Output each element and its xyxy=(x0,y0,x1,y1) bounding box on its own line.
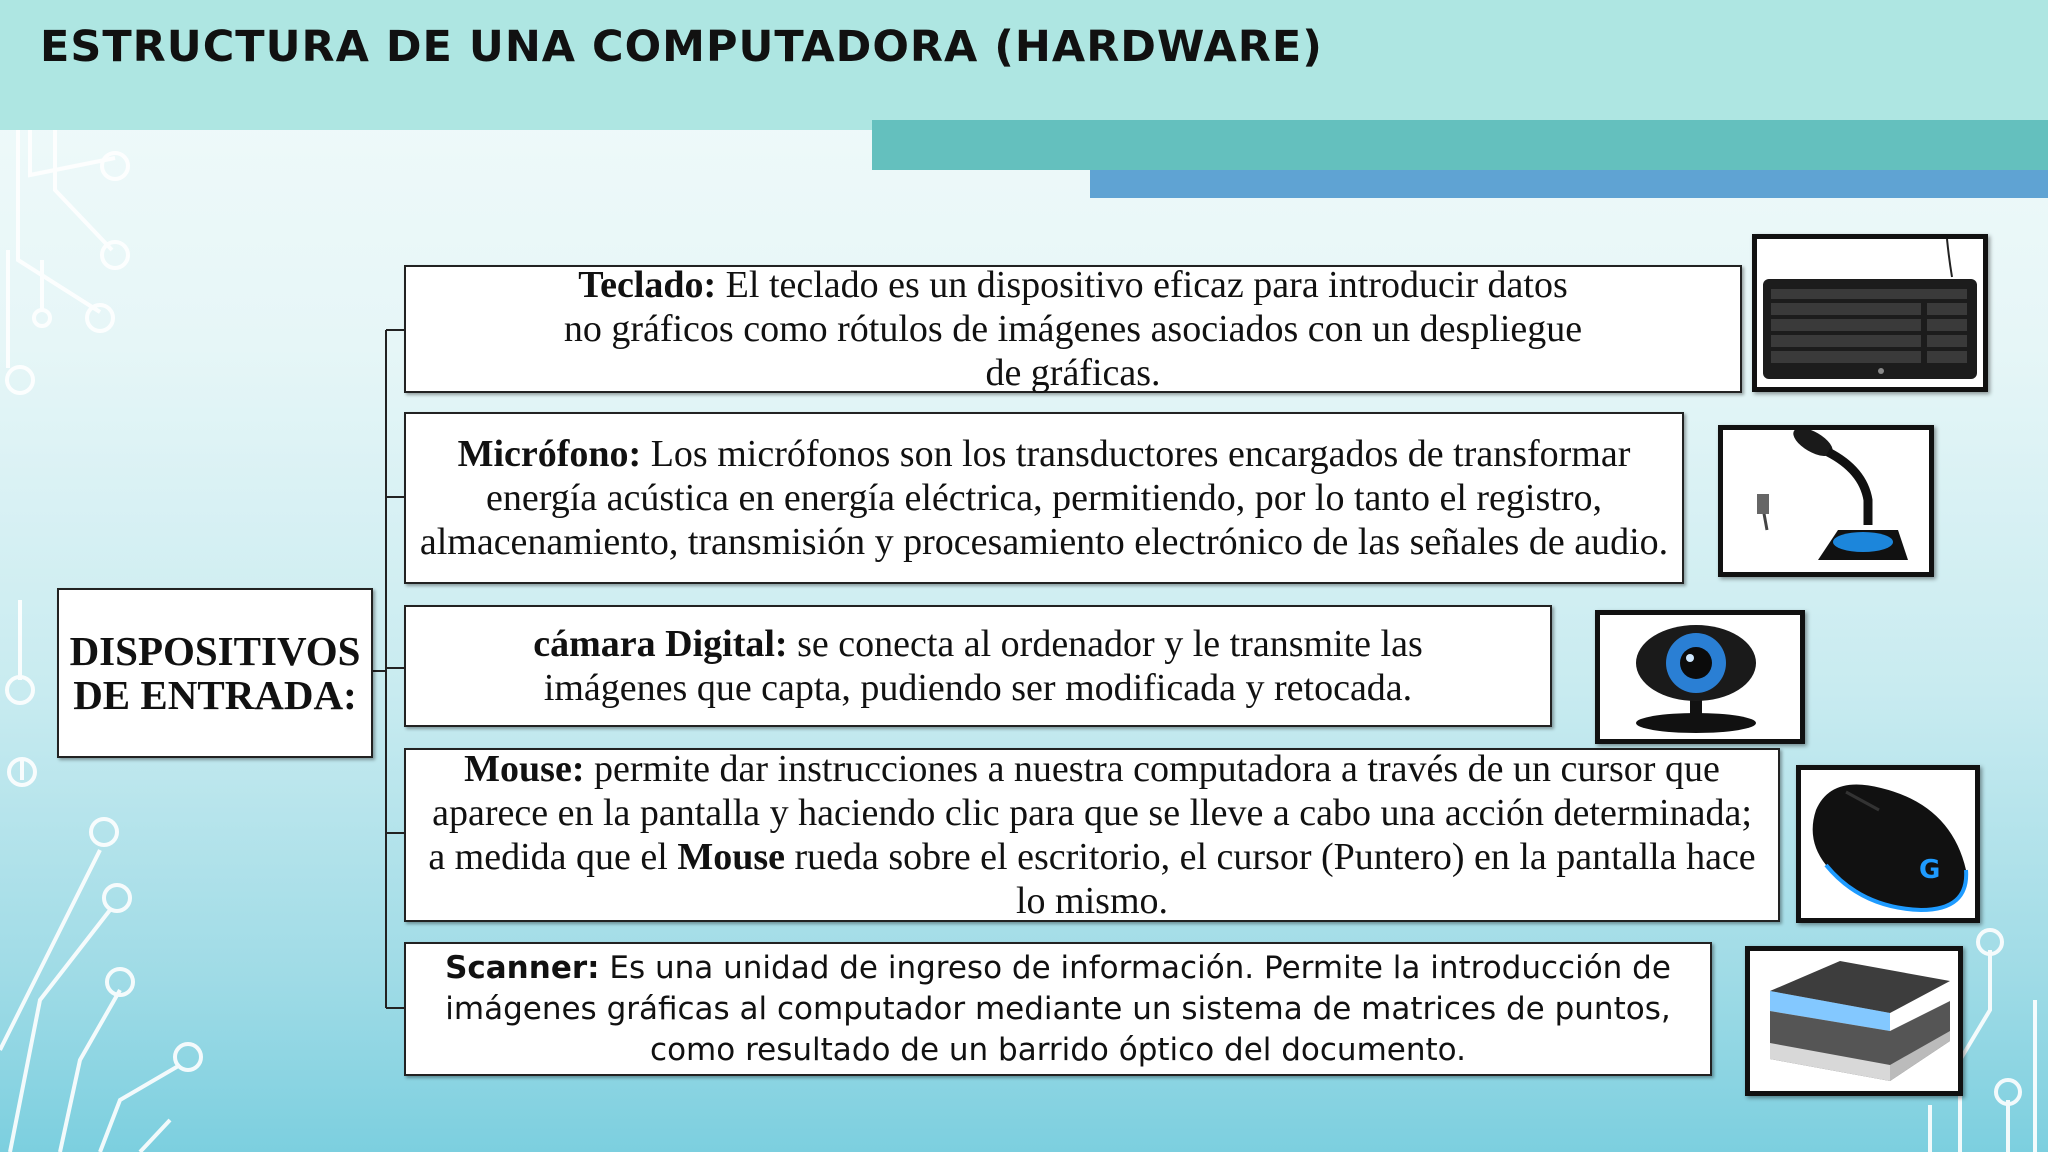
microphone-icon xyxy=(1723,430,1929,572)
mouse-icon xyxy=(1801,770,1975,918)
microphone-description-box xyxy=(404,412,1684,584)
input-devices-label xyxy=(57,588,373,758)
microphone-text: Los micrófonos son los transductores encargados de transformar energía acústica en energía eléctrica, permitiendo, por lo tanto el registro, almacenamiento, transmisión y procesamiento electrónico de las señales de audio. xyxy=(419,433,1669,563)
root-line-1: DISPOSITIVOS xyxy=(69,628,361,674)
microphone-photo xyxy=(1718,425,1934,577)
scanner-photo xyxy=(1745,946,1963,1096)
scanner-description-box xyxy=(404,942,1712,1076)
mouse-text-b: rueda sobre el escritorio, el cursor (Puntero) en la pantalla hace lo mismo. xyxy=(784,836,1756,922)
webcam-photo xyxy=(1595,610,1805,744)
camera-description-box xyxy=(404,605,1552,727)
keyboard-icon xyxy=(1757,239,1983,387)
microphone-term: Micrófono: xyxy=(457,433,642,475)
keyboard-description-box xyxy=(404,265,1742,393)
scanner-icon xyxy=(1750,951,1958,1091)
webcam-icon xyxy=(1600,615,1800,739)
svg-text:G: G xyxy=(1919,855,1941,885)
mouse-photo xyxy=(1796,765,1980,923)
keyboard-photo xyxy=(1752,234,1988,392)
keyboard-term: Teclado: xyxy=(578,264,717,306)
camera-text: se conecta al ordenador y le transmite las imágenes que capta, pudiendo ser modificada y retocada. xyxy=(543,623,1423,709)
scanner-text: Es una unidad de ingreso de información. Permite la introducción de imágenes gráficas al computador mediante un sistema de matrices de puntos, como resultado de un barrido óptico del documento. xyxy=(445,949,1671,1068)
mouse-description-box xyxy=(404,748,1780,922)
keyboard-text: El teclado es un dispositivo eficaz para introducir datos no gráficos como rótulos de imágenes asociados con un despliegue de gráficas. xyxy=(563,264,1583,394)
mouse-term-inline: Mouse xyxy=(677,836,785,878)
camera-term: cámara Digital: xyxy=(533,623,788,665)
root-line-2: DE ENTRADA: xyxy=(73,672,357,718)
mouse-term: Mouse: xyxy=(464,748,585,790)
page-title: ESTRUCTURA DE UNA COMPUTADORA (HARDWARE) xyxy=(40,22,1323,72)
mouse-text-a: permite dar instrucciones a nuestra computadora a través de un cursor que aparece en la pantalla y haciendo clic para que se lleve a cabo una acción determinada; a medida que el xyxy=(428,748,1752,878)
scanner-term: Scanner: xyxy=(445,949,600,986)
